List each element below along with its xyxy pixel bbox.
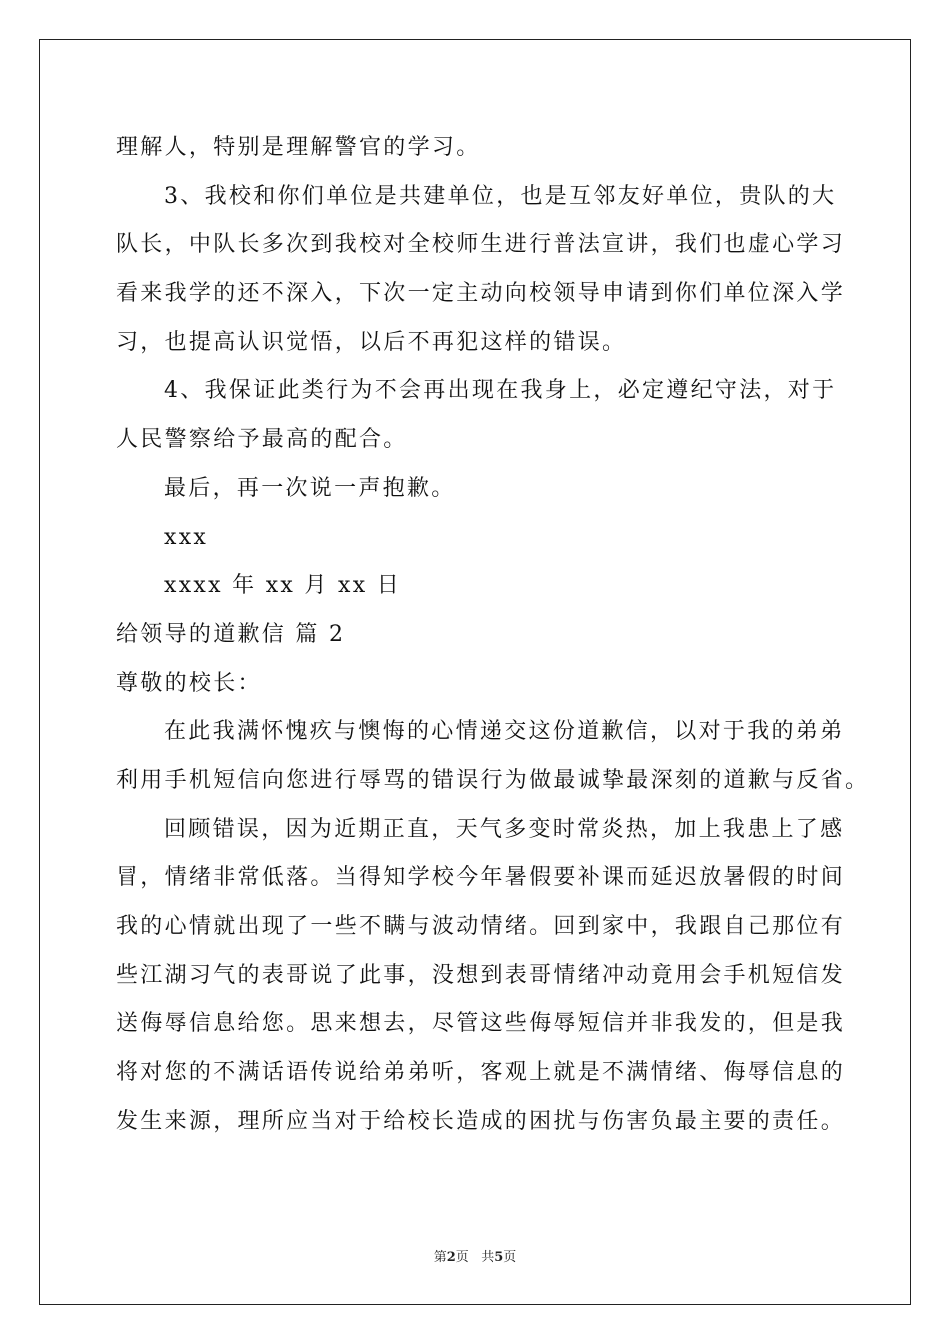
text-line: 将对您的不满话语传说给弟弟听，客观上就是不满情绪、侮辱信息的 (116, 1060, 846, 1086)
text-line: 些江湖习气的表哥说了此事，没想到表哥情绪冲动竟用会手机短信发 (116, 962, 846, 988)
text-line: 我的心情就出现了一些不瞒与波动情绪。回到家中，我跟自己那位有 (116, 914, 846, 939)
text-line: 利用手机短信向您进行辱骂的错误行为做最诚挚最深刻的道歉与反省。 (116, 767, 870, 793)
text-line: 人民警察给予最高的配合。 (116, 427, 408, 453)
text-line: 给领导的道歉信 篇 2 (116, 621, 346, 647)
text-line: 回顾错误，因为近期正直，天气多变时常炎热，加上我患上了感 (164, 816, 845, 842)
footer-page-prefix: 第 (433, 1250, 447, 1265)
page-footer (0, 1246, 950, 1265)
text-line: 在此我满怀愧疚与懊悔的心情递交这份道歉信，以对于我的弟弟 (164, 719, 845, 745)
text-line: 最后，再一次说一声抱歉。 (164, 475, 456, 501)
text-line: xxxx 年 xx 月 xx 日 (164, 573, 402, 599)
text-line: 看来我学的还不深入，下次一定主动向校领导申请到你们单位深入学 (116, 281, 846, 307)
footer-page-number: 2 (446, 1250, 456, 1265)
text-line: 队长，中队长多次到我校对全校师生进行普法宣讲，我们也虚心学习 (116, 232, 846, 258)
text-line: xxx (164, 524, 209, 550)
document-body (116, 124, 870, 1146)
text-line: 尊敬的校长： (116, 670, 262, 696)
text-line: 理解人，特别是理解警官的学习。 (116, 135, 481, 160)
text-line: 冒，情绪非常低落。当得知学校今年暑假要补课而延迟放暑假的时间 (116, 865, 846, 891)
text-line: 习，也提高认识觉悟，以后不再犯这样的错误。 (116, 329, 627, 355)
footer-page-suffix: 页 (455, 1250, 469, 1265)
text-line: 3、我校和你们单位是共建单位，也是互邻友好单位，贵队的大 (164, 183, 837, 209)
footer-total-suffix: 页 (503, 1250, 517, 1265)
text-line: 送侮辱信息给您。思来想去，尽管这些侮辱短信并非我发的，但是我 (116, 1011, 846, 1037)
text-line: 发生来源，理所应当对于给校长造成的困扰与伤害负最主要的责任。 (116, 1108, 846, 1134)
footer-total-prefix: 共 (481, 1250, 495, 1265)
footer-total-pages: 5 (494, 1250, 504, 1265)
text-line: 4、我保证此类行为不会再出现在我身上，必定遵纪守法，对于 (164, 378, 837, 404)
